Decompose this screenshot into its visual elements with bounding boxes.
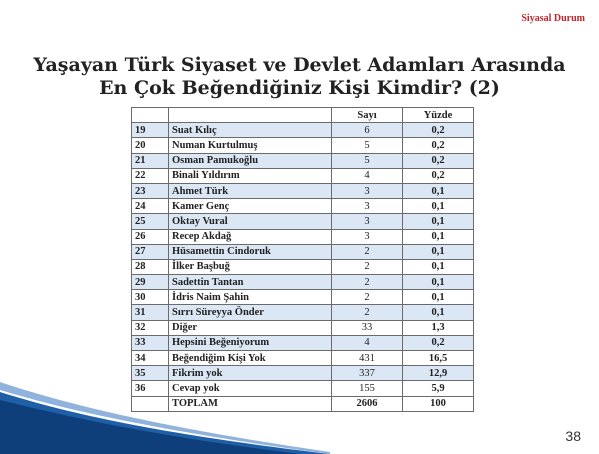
cell-name: Binali Yıldırım: [169, 168, 332, 183]
cell-no: 36: [132, 381, 169, 396]
title-line-1: Yaşayan Türk Siyaset ve Devlet Adamları Arasında: [33, 54, 566, 76]
results-table: [131, 107, 474, 412]
header-no: [132, 108, 169, 123]
table-row: [132, 183, 474, 198]
cell-no: 20: [132, 138, 169, 153]
cell-no: 22: [132, 168, 169, 183]
cell-name: İdris Naim Şahin: [169, 290, 332, 305]
cell-percent: 0,2: [403, 335, 474, 350]
cell-percent: 12,9: [403, 366, 474, 381]
cell-no: 19: [132, 123, 169, 138]
cell-percent: 0,1: [403, 183, 474, 198]
page-number: 38: [565, 428, 581, 444]
total-label: TOPLAM: [169, 396, 332, 411]
table-row: [132, 229, 474, 244]
cell-count: 5: [332, 138, 403, 153]
cell-name: Sadettin Tantan: [169, 275, 332, 290]
table-row: [132, 320, 474, 335]
cell-no: 32: [132, 320, 169, 335]
cell-name: Beğendiğim Kişi Yok: [169, 351, 332, 366]
cell-percent: 0,1: [403, 259, 474, 274]
cell-name: Ahmet Türk: [169, 183, 332, 198]
table-header-row: [132, 108, 474, 123]
cell-no: 21: [132, 153, 169, 168]
cell-no: 31: [132, 305, 169, 320]
cell-no: 24: [132, 199, 169, 214]
cell-percent: 0,1: [403, 214, 474, 229]
cell-count: 3: [332, 229, 403, 244]
cell-no: 23: [132, 183, 169, 198]
cell-name: Osman Pamukoğlu: [169, 153, 332, 168]
table-body: [132, 123, 474, 412]
cell-percent: 0,1: [403, 275, 474, 290]
cell-name: Suat Kılıç: [169, 123, 332, 138]
cell-count: 2: [332, 259, 403, 274]
cell-name: Diğer: [169, 320, 332, 335]
cell-no: 29: [132, 275, 169, 290]
table-row: [132, 335, 474, 350]
cell-no: 30: [132, 290, 169, 305]
slide-title: [0, 54, 599, 100]
cell-count: 2: [332, 244, 403, 259]
cell-count: 3: [332, 199, 403, 214]
table-row: [132, 214, 474, 229]
cell-percent: 0,2: [403, 138, 474, 153]
cell-count: 6: [332, 123, 403, 138]
cell-count: 337: [332, 366, 403, 381]
cell-percent: 0,1: [403, 244, 474, 259]
table-row: [132, 275, 474, 290]
cell-name: İlker Başbuğ: [169, 259, 332, 274]
title-line-2: En Çok Beğendiğiniz Kişi Kimdir? (2): [99, 77, 500, 99]
decorative-swoosh: [0, 374, 330, 454]
cell-count: 2: [332, 290, 403, 305]
table-row: [132, 138, 474, 153]
cell-name: Fikrim yok: [169, 366, 332, 381]
table-row: [132, 168, 474, 183]
table-row: [132, 259, 474, 274]
cell-name: Hepsini Beğeniyorum: [169, 335, 332, 350]
cell-percent: 16,5: [403, 351, 474, 366]
cell-percent: 0,2: [403, 123, 474, 138]
cell-no: 25: [132, 214, 169, 229]
total-count: 2606: [332, 396, 403, 411]
cell-percent: 0,1: [403, 305, 474, 320]
cell-count: 2: [332, 275, 403, 290]
cell-percent: 1,3: [403, 320, 474, 335]
cell-count: 3: [332, 214, 403, 229]
cell-name: Numan Kurtulmuş: [169, 138, 332, 153]
table-row: [132, 199, 474, 214]
cell-name: Cevap yok: [169, 381, 332, 396]
cell-name: Oktay Vural: [169, 214, 332, 229]
brand-label: Siyasal Durum: [521, 13, 585, 24]
cell-no: 28: [132, 259, 169, 274]
cell-percent: 5,9: [403, 381, 474, 396]
cell-percent: 0,2: [403, 153, 474, 168]
cell-name: Kamer Genç: [169, 199, 332, 214]
cell-no: 35: [132, 366, 169, 381]
table-row: [132, 153, 474, 168]
cell-count: 3: [332, 183, 403, 198]
cell-count: 4: [332, 168, 403, 183]
cell-percent: 0,1: [403, 290, 474, 305]
table-row: [132, 123, 474, 138]
table-row: [132, 290, 474, 305]
cell-name: Hüsamettin Cindoruk: [169, 244, 332, 259]
header-count: Sayı: [332, 108, 403, 123]
cell-percent: 0,1: [403, 229, 474, 244]
cell-count: 4: [332, 335, 403, 350]
cell-count: 33: [332, 320, 403, 335]
header-name: [169, 108, 332, 123]
cell-count: 431: [332, 351, 403, 366]
cell-count: 5: [332, 153, 403, 168]
cell-percent: 0,1: [403, 199, 474, 214]
cell-no: 26: [132, 229, 169, 244]
header-percent: Yüzde: [403, 108, 474, 123]
cell-no: 33: [132, 335, 169, 350]
cell-name: Recep Akdağ: [169, 229, 332, 244]
table-row: [132, 244, 474, 259]
cell-percent: 0,2: [403, 168, 474, 183]
cell-count: 155: [332, 381, 403, 396]
total-percent: 100: [403, 396, 474, 411]
cell-name: Sırrı Süreyya Önder: [169, 305, 332, 320]
cell-count: 2: [332, 305, 403, 320]
cell-no: 34: [132, 351, 169, 366]
cell-no: 27: [132, 244, 169, 259]
table-row: [132, 351, 474, 366]
table-row: [132, 305, 474, 320]
